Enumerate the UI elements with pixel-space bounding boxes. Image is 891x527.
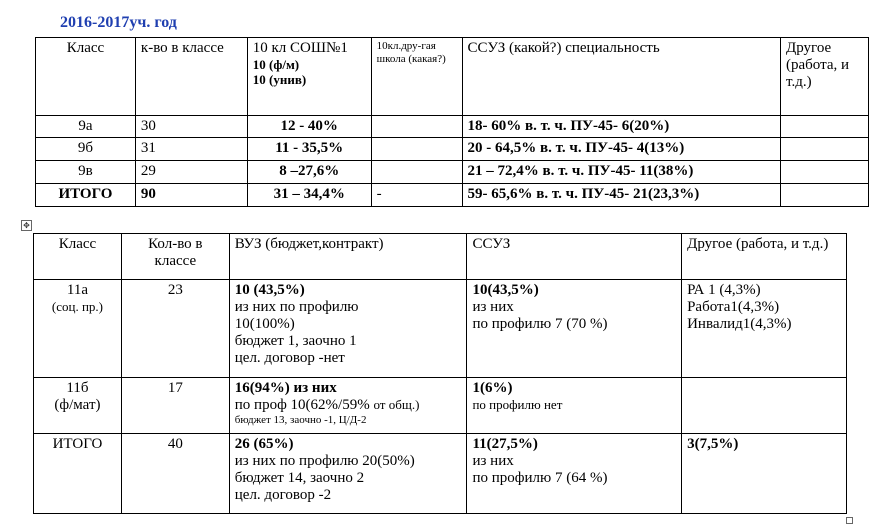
cell-other bbox=[781, 116, 869, 138]
klass-profile: (соц. пр.) bbox=[51, 299, 103, 314]
cell-vuz bbox=[229, 280, 467, 378]
vuz-line: цел. договор -2 bbox=[234, 487, 332, 503]
ssuz-line: из них bbox=[472, 453, 514, 469]
cell-count: 17 bbox=[121, 378, 229, 434]
header-other: Другое (работа, и т.д.) bbox=[781, 38, 869, 116]
table-row bbox=[34, 280, 847, 378]
cell-other bbox=[682, 378, 847, 434]
cell-count: 31 bbox=[135, 138, 247, 161]
vuz-line: из них по профилю 20(50%) bbox=[234, 453, 415, 469]
cell-other-school: - bbox=[371, 184, 462, 207]
cell-school1: 8 –27,6% bbox=[247, 161, 371, 184]
cell-ssuz: 21 – 72,4% в. т. ч. ПУ-45- 11(38%) bbox=[462, 161, 780, 184]
cell-ssuz: 20 - 64,5% в. т. ч. ПУ-45- 4(13%) bbox=[462, 138, 780, 161]
cell-other-school bbox=[371, 161, 462, 184]
cell-count: 90 bbox=[135, 184, 247, 207]
vuz-total: 10 (43,5%) bbox=[234, 282, 305, 298]
vuz-line bbox=[235, 397, 462, 414]
ssuz-total: 1(6%) bbox=[472, 380, 513, 396]
cell-count: 30 bbox=[135, 116, 247, 138]
cell-klass: ИТОГО bbox=[36, 184, 136, 207]
vuz-profile-note: от общ.) bbox=[373, 397, 420, 412]
cell-count: 29 bbox=[135, 161, 247, 184]
cell-other bbox=[781, 138, 869, 161]
header-other-school: 10кл.дру-гая школа (какая?) bbox=[371, 38, 462, 116]
other-total: 3(7,5%) bbox=[687, 436, 739, 452]
cell-vuz bbox=[229, 434, 467, 514]
cell-ssuz: 18- 60% в. т. ч. ПУ-45- 6(20%) bbox=[462, 116, 780, 138]
vuz-line: из них по профилю bbox=[234, 299, 359, 315]
cell-other bbox=[682, 280, 847, 378]
vuz-total: 16(94%) из них bbox=[234, 380, 337, 396]
header-count: к-во в классе bbox=[135, 38, 247, 116]
table-row bbox=[36, 161, 869, 184]
header-klass: Класс bbox=[34, 234, 122, 280]
other-line: РА 1 (4,3%) bbox=[687, 282, 761, 298]
cell-school1: 12 - 40% bbox=[247, 116, 371, 138]
vuz-line: цел. договор -нет bbox=[234, 350, 345, 366]
header-klass: Класс bbox=[36, 38, 136, 116]
table-resize-handle[interactable] bbox=[846, 517, 853, 524]
header-school1-univ: 10 (унив) bbox=[252, 72, 307, 87]
header-count: Кол-во в классе bbox=[121, 234, 229, 280]
ssuz-line: по профилю 7 (64 %) bbox=[472, 470, 608, 486]
ssuz-line: по профилю 7 (70 %) bbox=[472, 316, 608, 332]
table-total-row bbox=[36, 184, 869, 207]
header-school1 bbox=[247, 38, 371, 116]
header-vuz: ВУЗ (бюджет,контракт) bbox=[229, 234, 467, 280]
cell-klass: 9б bbox=[36, 138, 136, 161]
table-grade9 bbox=[35, 37, 869, 207]
other-line: Работа1(4,3%) bbox=[687, 299, 780, 315]
cell-ssuz: 59- 65,6% в. т. ч. ПУ-45- 21(23,3%) bbox=[462, 184, 780, 207]
table-move-handle-icon[interactable]: ✥ bbox=[21, 220, 32, 231]
other-line: Инвалид1(4,3%) bbox=[687, 316, 792, 332]
cell-school1: 11 - 35,5% bbox=[247, 138, 371, 161]
vuz-total: 26 (65%) bbox=[234, 436, 294, 452]
klass-profile: (ф/мат) bbox=[54, 397, 101, 413]
cell-other-school bbox=[371, 138, 462, 161]
cell-ssuz bbox=[467, 378, 682, 434]
ssuz-line: по профилю нет bbox=[472, 397, 563, 412]
vuz-line: бюджет 13, заочно -1, Ц/Д-2 bbox=[234, 414, 367, 426]
cell-count: 40 bbox=[121, 434, 229, 514]
cell-other-school bbox=[371, 116, 462, 138]
table-grade11 bbox=[33, 233, 847, 514]
vuz-line: бюджет 14, заочно 2 bbox=[234, 470, 365, 486]
table-header-row bbox=[34, 234, 847, 280]
header-other: Другое (работа, и т.д.) bbox=[682, 234, 847, 280]
header-ssuz: ССУЗ (какой?) специальность bbox=[462, 38, 780, 116]
header-ssuz: ССУЗ bbox=[467, 234, 682, 280]
table-row bbox=[36, 138, 869, 161]
table-header-row bbox=[36, 38, 869, 116]
vuz-line: бюджет 1, заочно 1 bbox=[234, 333, 357, 349]
ssuz-line: из них bbox=[472, 299, 514, 315]
cell-klass: ИТОГО bbox=[34, 434, 122, 514]
ssuz-total: 10(43,5%) bbox=[472, 282, 539, 298]
cell-klass: 9в bbox=[36, 161, 136, 184]
table-total-row bbox=[34, 434, 847, 514]
header-school1-fm: 10 (ф/м) bbox=[252, 57, 300, 72]
cell-klass bbox=[34, 280, 122, 378]
document-title: 2016-2017уч. год bbox=[60, 14, 177, 31]
cell-other bbox=[781, 184, 869, 207]
cell-ssuz bbox=[467, 280, 682, 378]
table-row bbox=[36, 116, 869, 138]
cell-ssuz bbox=[467, 434, 682, 514]
table-row bbox=[34, 378, 847, 434]
cell-klass bbox=[34, 378, 122, 434]
klass-name: 11б bbox=[66, 380, 89, 396]
ssuz-total: 11(27,5%) bbox=[472, 436, 538, 452]
cell-other bbox=[682, 434, 847, 514]
cell-klass: 9а bbox=[36, 116, 136, 138]
cell-vuz bbox=[229, 378, 467, 434]
cell-school1: 31 – 34,4% bbox=[247, 184, 371, 207]
cell-other bbox=[781, 161, 869, 184]
vuz-line: 10(100%) bbox=[234, 316, 295, 332]
klass-name: 11а bbox=[66, 282, 89, 298]
cell-count: 23 bbox=[121, 280, 229, 378]
header-school1-label: 10 кл СОШ№1 bbox=[252, 40, 348, 56]
vuz-profile: по проф 10(62%/59% bbox=[234, 397, 370, 413]
